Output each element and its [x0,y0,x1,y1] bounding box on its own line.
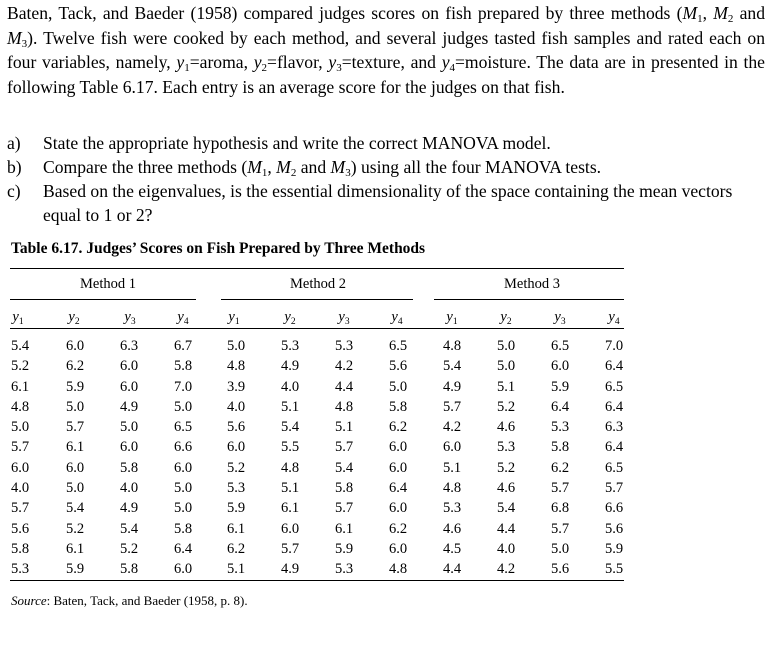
col-header-m2-y3: $y_3$ [338,309,350,327]
table-cell: 6.2 [226,540,246,557]
table-cell: 6.2 [388,520,408,537]
table-cell: 3.9 [226,378,246,395]
column-m2-y4 [378,336,418,580]
table-cell: 5.0 [173,480,193,497]
table-cell: 4.9 [280,358,300,375]
table-cell: 6.0 [442,439,462,456]
method-1-header: Method 1 [80,276,136,292]
table-cell: 5.2 [496,398,516,415]
column-m1-y3 [109,336,149,580]
table-cell: 4.9 [119,398,139,415]
table-cell: 5.6 [550,561,570,578]
table-cell: 6.0 [388,459,408,476]
col-header-m1-y2: $y_2$ [68,309,80,327]
column-m3-y4 [594,336,634,580]
table-cell: 6.0 [173,459,193,476]
table-source: Source: Baten, Tack, and Baeder (1958, p. 8). [11,593,248,608]
table-cell: 5.3 [280,338,300,354]
col-header-m2-y4: $y_4$ [391,309,403,327]
table-cell: 6.4 [604,439,624,456]
col-header-m3-y1: $y_1$ [446,309,458,327]
table-cell: 6.6 [604,500,624,517]
table-cell: 5.8 [119,459,139,476]
method-2-header: Method 2 [290,276,346,292]
table-cell: 5.9 [550,378,570,395]
table-cell: 6.5 [550,338,570,354]
table-cell: 5.5 [604,561,624,578]
table-cell: 4.2 [496,561,516,578]
table-cell: 5.7 [65,419,85,436]
table-cell: 5.7 [280,540,300,557]
table-cell: 5.7 [550,480,570,497]
table-cell: 5.2 [10,358,30,375]
col-header-m1-y4: $y_4$ [177,309,189,327]
table-cell: 5.3 [496,439,516,456]
table-cell: 5.0 [226,338,246,354]
question-label: a) [7,133,21,153]
table-cell: 5.3 [226,480,246,497]
table-cell: 5.2 [226,459,246,476]
table-cell: 6.1 [65,439,85,456]
table-cell: 4.8 [10,398,30,415]
table-cell: 5.8 [388,398,408,415]
question-text: Based on the eigenvalues, is the essential dimensionality of the space containing the mean vectors equal to 1 or 2? [43,181,733,225]
table-cell: 5.5 [280,439,300,456]
table-cell: 5.3 [442,500,462,517]
table-cell: 5.4 [442,358,462,375]
table-cell: 5.0 [173,500,193,517]
table-cell: 5.9 [65,378,85,395]
table-cell: 4.0 [226,398,246,415]
col-header-m3-y4: $y_4$ [608,309,620,327]
col-header-m2-y2: $y_2$ [284,309,296,327]
table-cell: 6.0 [388,500,408,517]
table-cell: 6.0 [65,338,85,354]
table-cell: 6.4 [173,540,193,557]
table-cell: 5.7 [334,500,354,517]
table-cell: 6.5 [388,338,408,354]
table-cell: 6.0 [173,561,193,578]
table-cell: 6.2 [388,419,408,436]
table-cell: 4.8 [388,561,408,578]
table-cell: 5.7 [442,398,462,415]
table-cell: 6.2 [65,358,85,375]
table-cell: 5.7 [550,520,570,537]
table-cell: 6.0 [226,439,246,456]
table-cell: 5.0 [496,358,516,375]
table-cell: 6.0 [10,459,30,476]
method-3-header: Method 3 [504,276,560,292]
table-cell: 6.0 [119,378,139,395]
table-cell: 5.4 [10,338,30,354]
table-cell: 4.8 [226,358,246,375]
table-cell: 6.1 [65,540,85,557]
table-cell: 6.1 [10,378,30,395]
table-cell: 5.0 [173,398,193,415]
column-m3-y3 [540,336,580,580]
table-cell: 5.6 [604,520,624,537]
table-cell: 5.0 [496,338,516,354]
table-cell: 5.8 [550,439,570,456]
table-cell: 5.8 [173,520,193,537]
table-cell: 4.4 [334,378,354,395]
table-cell: 4.8 [334,398,354,415]
table-cell: 5.0 [119,419,139,436]
table-cell: 6.5 [604,378,624,395]
table-cell: 6.4 [550,398,570,415]
table-cell: 4.8 [442,338,462,354]
table-cell: 5.7 [334,439,354,456]
table-caption: Table 6.17. Judges’ Scores on Fish Prepared by Three Methods [11,240,426,257]
question-c [7,179,765,227]
table-cell: 5.9 [604,540,624,557]
table-cell: 6.4 [604,398,624,415]
column-m3-y1 [432,336,472,580]
table-cell: 5.7 [10,500,30,517]
table-cell: 5.4 [280,419,300,436]
header-bottom-rule [10,328,624,329]
table-cell: 4.5 [442,540,462,557]
table-cell: 4.2 [442,419,462,436]
table-cell: 5.0 [10,419,30,436]
table-cell: 4.0 [10,480,30,497]
table-cell: 5.9 [226,500,246,517]
table-cell: 4.6 [496,480,516,497]
table-cell: 5.1 [496,378,516,395]
question-b: b) Compare the three methods ($M_1$, $M_2$ and $M_3$) using all the four MANOVA tests. [7,157,602,179]
table-cell: 4.0 [280,378,300,395]
table-cell: 5.1 [280,398,300,415]
table-cell: 5.2 [119,540,139,557]
table-cell: 4.6 [442,520,462,537]
col-header-m3-y3: $y_3$ [554,309,566,327]
table-cell: 5.6 [388,358,408,375]
table-cell: 6.0 [119,439,139,456]
table-cell: 5.6 [10,520,30,537]
table-cell: 5.6 [226,419,246,436]
table-cell: 4.9 [442,378,462,395]
method-3-rule [434,299,624,300]
table-cell: 5.0 [550,540,570,557]
table-cell: 6.4 [604,358,624,375]
column-m3-y2 [486,336,526,580]
method-2-rule [221,299,413,300]
table-cell: 6.6 [173,439,193,456]
table-cell: 4.0 [496,540,516,557]
table-cell: 5.1 [226,561,246,578]
table-cell: 5.8 [173,358,193,375]
table-cell: 4.9 [280,561,300,578]
table-cell: 4.6 [496,419,516,436]
table-cell: 6.1 [280,500,300,517]
column-m1-y1 [0,336,40,580]
question-label: c) [7,181,21,201]
table-cell: 7.0 [173,378,193,395]
table-cell: 6.1 [226,520,246,537]
table-cell: 5.8 [334,480,354,497]
question-label: b) [7,157,22,177]
table-cell: 6.0 [119,358,139,375]
table-cell: 5.9 [334,540,354,557]
question-list [7,131,765,227]
question-text: State the appropriate hypothesis and write the correct MANOVA model. [43,133,551,153]
table-cell: 6.3 [119,338,139,354]
table-cell: 5.4 [334,459,354,476]
col-header-m2-y1: $y_1$ [228,309,240,327]
table-cell: 4.0 [119,480,139,497]
table-cell: 6.5 [173,419,193,436]
col-header-m3-y2: $y_2$ [500,309,512,327]
table-cell: 6.8 [550,500,570,517]
table-cell: 5.9 [65,561,85,578]
table-cell: 6.4 [388,480,408,497]
table-cell: 5.3 [10,561,30,578]
table-cell: 5.8 [10,540,30,557]
col-header-m1-y3: $y_3$ [124,309,136,327]
table-cell: 6.0 [65,459,85,476]
table-cell: 6.7 [173,338,193,354]
table-cell: 5.0 [65,398,85,415]
table-cell: 5.4 [119,520,139,537]
table-cell: 5.0 [388,378,408,395]
table-cell: 4.4 [496,520,516,537]
table-cell: 6.0 [388,439,408,456]
table-bottom-rule [10,580,624,581]
column-m2-y1 [216,336,256,580]
col-header-m1-y1: $y_1$ [12,309,24,327]
table-cell: 5.4 [65,500,85,517]
table-cell: 4.8 [280,459,300,476]
table-cell: 5.4 [496,500,516,517]
table-cell: 5.0 [65,480,85,497]
table-cell: 5.1 [442,459,462,476]
table-cell: 5.7 [604,480,624,497]
table-cell: 4.8 [442,480,462,497]
table-cell: 6.0 [388,540,408,557]
table-cell: 5.3 [334,561,354,578]
table-cell: 6.0 [550,358,570,375]
table-cell: 4.9 [119,500,139,517]
problem-statement: Baten, Tack, and Baeder (1958) compared judges scores on fish prepared by three methods ($M_1$, $M_2$ and $M_3$). Twelve fish were cooked by each method, and several judges tasted fish samples and rated each on four variables, namely, $y_1=aroma$, $y_2=flavor$, $y_3=texture$, and $y_4=moisture$. The data are in presented in the following Table 6.17. Each entry is an average score for the judges on that fish. [7,3,765,97]
table-cell: 5.8 [119,561,139,578]
table-cell: 6.0 [280,520,300,537]
table-cell: 5.2 [496,459,516,476]
table-cell: 5.2 [65,520,85,537]
table-cell: 5.1 [334,419,354,436]
table-cell: 6.2 [550,459,570,476]
table-cell: 6.1 [334,520,354,537]
table-cell: 4.4 [442,561,462,578]
column-m1-y4 [163,336,203,580]
question-a [7,131,765,155]
column-m1-y2 [55,336,95,580]
method-1-rule [10,299,196,300]
column-m2-y2 [270,336,310,580]
table-cell: 5.3 [334,338,354,354]
table-top-rule [10,268,624,269]
table-cell: 6.5 [604,459,624,476]
table-cell: 6.3 [604,419,624,436]
table-cell: 5.7 [10,439,30,456]
column-m2-y3 [324,336,364,580]
table-cell: 7.0 [604,338,624,354]
table-cell: 5.1 [280,480,300,497]
table-cell: 4.2 [334,358,354,375]
table-cell: 5.3 [550,419,570,436]
